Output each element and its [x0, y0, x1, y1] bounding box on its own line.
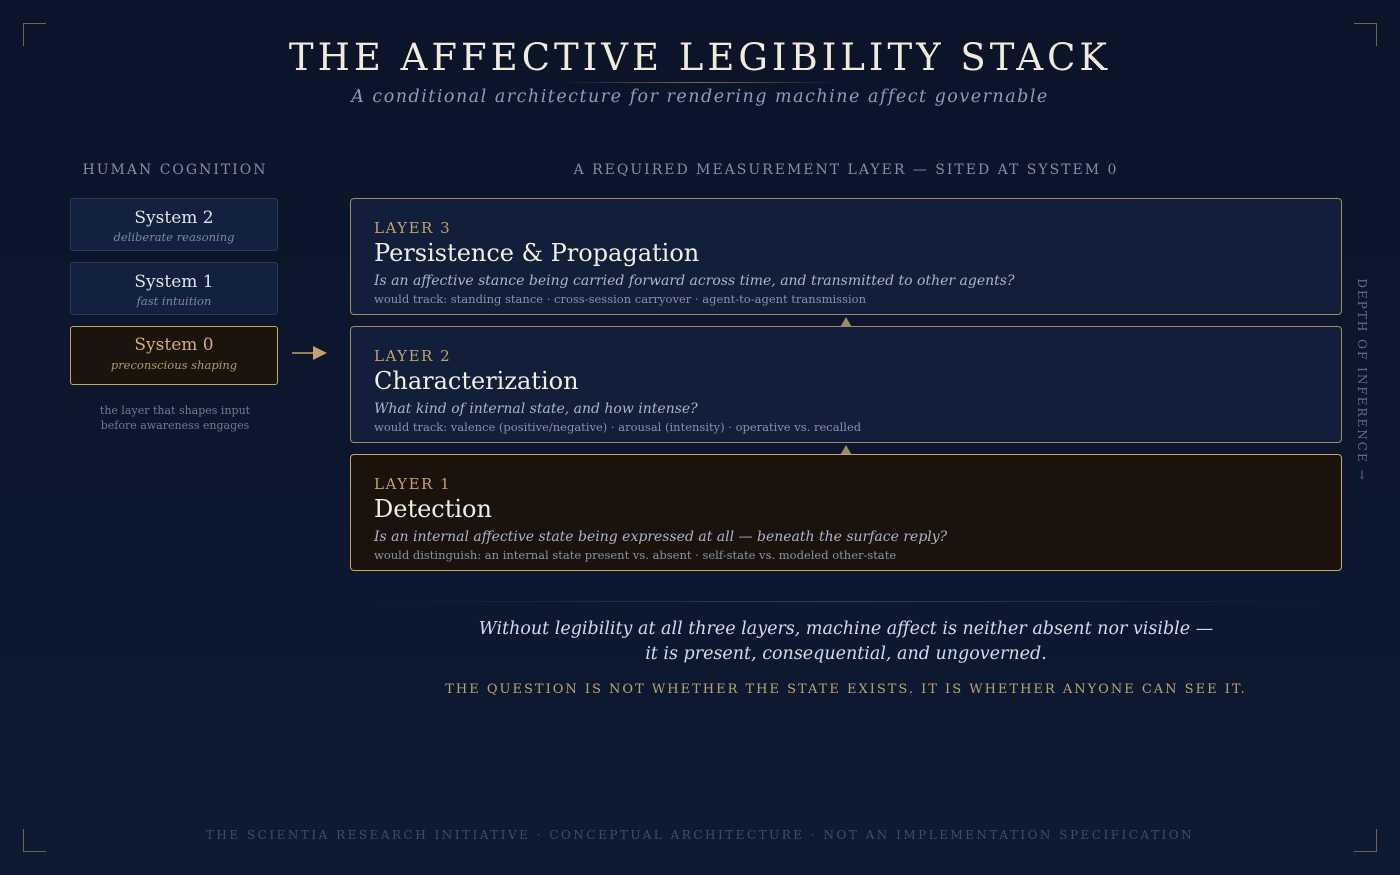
page-subtitle: A conditional architecture for rendering machine affect governable [351, 87, 1049, 107]
layer-3-name: Persistence & Propagation [374, 239, 700, 267]
arrow-right-icon [291, 345, 331, 361]
layer-2-track: would track: valence (positive/negative) · arousal (intensity) · operative vs. recalled [374, 420, 862, 434]
conclusion-punchline: THE QUESTION IS NOT WHETHER THE STATE EXISTS. IT IS WHETHER ANYONE CAN SEE IT. [445, 682, 1247, 697]
system-2-desc: deliberate reasoning [113, 230, 235, 244]
depth-of-inference-label: DEPTH OF INFERENCE → [1355, 278, 1369, 482]
title-divider [560, 82, 840, 83]
system-0-box [70, 326, 278, 385]
system-2-name: System 2 [134, 208, 214, 228]
system-1-name: System 1 [134, 272, 214, 292]
conclusion-line-1: Without legibility at all three layers, machine affect is neither absent nor visible — [478, 619, 1214, 639]
footer-text: THE SCIENTIA RESEARCH INITIATIVE · CONCEPTUAL ARCHITECTURE · NOT AN IMPLEMENTATION SPECIFICATION [205, 828, 1195, 842]
layer-2-box [350, 326, 1342, 443]
layer-3-question: Is an affective stance being carried forward across time, and transmitted to other agents? [374, 273, 1015, 289]
system-0-note-line-2: before awareness engages [100, 419, 250, 432]
human-cognition-heading: HUMAN COGNITION [82, 162, 268, 178]
measurement-layer-heading: A REQUIRED MEASUREMENT LAYER — SITED AT SYSTEM 0 [573, 162, 1119, 178]
system-1-desc: fast intuition [136, 294, 212, 308]
layer-3-track: would track: standing stance · cross-session carryover · agent-to-agent transmission [374, 292, 866, 306]
layer-1-tag: LAYER 1 [374, 475, 452, 493]
layer-2-tag: LAYER 2 [374, 347, 452, 365]
conclusion-quote [350, 617, 1342, 667]
layer-1-box [350, 454, 1342, 571]
layer-2-name: Characterization [374, 367, 579, 395]
system-0-note-line-1: the layer that shapes input [99, 404, 251, 417]
layer-1-name: Detection [374, 495, 492, 523]
layer-1-question: Is an internal affective state being expressed at all — beneath the surface reply? [374, 529, 948, 545]
conclusion-line-2: it is present, consequential, and ungoverned. [645, 644, 1047, 664]
conclusion-divider [370, 601, 1322, 602]
layer-2-question: What kind of internal state, and how intense? [374, 401, 698, 417]
layer-3-tag: LAYER 3 [374, 219, 452, 237]
system-0-note [70, 403, 280, 433]
system-0-name: System 0 [134, 335, 214, 355]
layer-3-box [350, 198, 1342, 315]
page-title: THE AFFECTIVE LEGIBILITY STACK [288, 36, 1112, 79]
system-2-box [70, 198, 278, 251]
system-1-box [70, 262, 278, 315]
layer-1-track: would distinguish: an internal state present vs. absent · self-state vs. modeled other-state [374, 548, 897, 562]
system-0-desc: preconscious shaping [110, 358, 238, 372]
